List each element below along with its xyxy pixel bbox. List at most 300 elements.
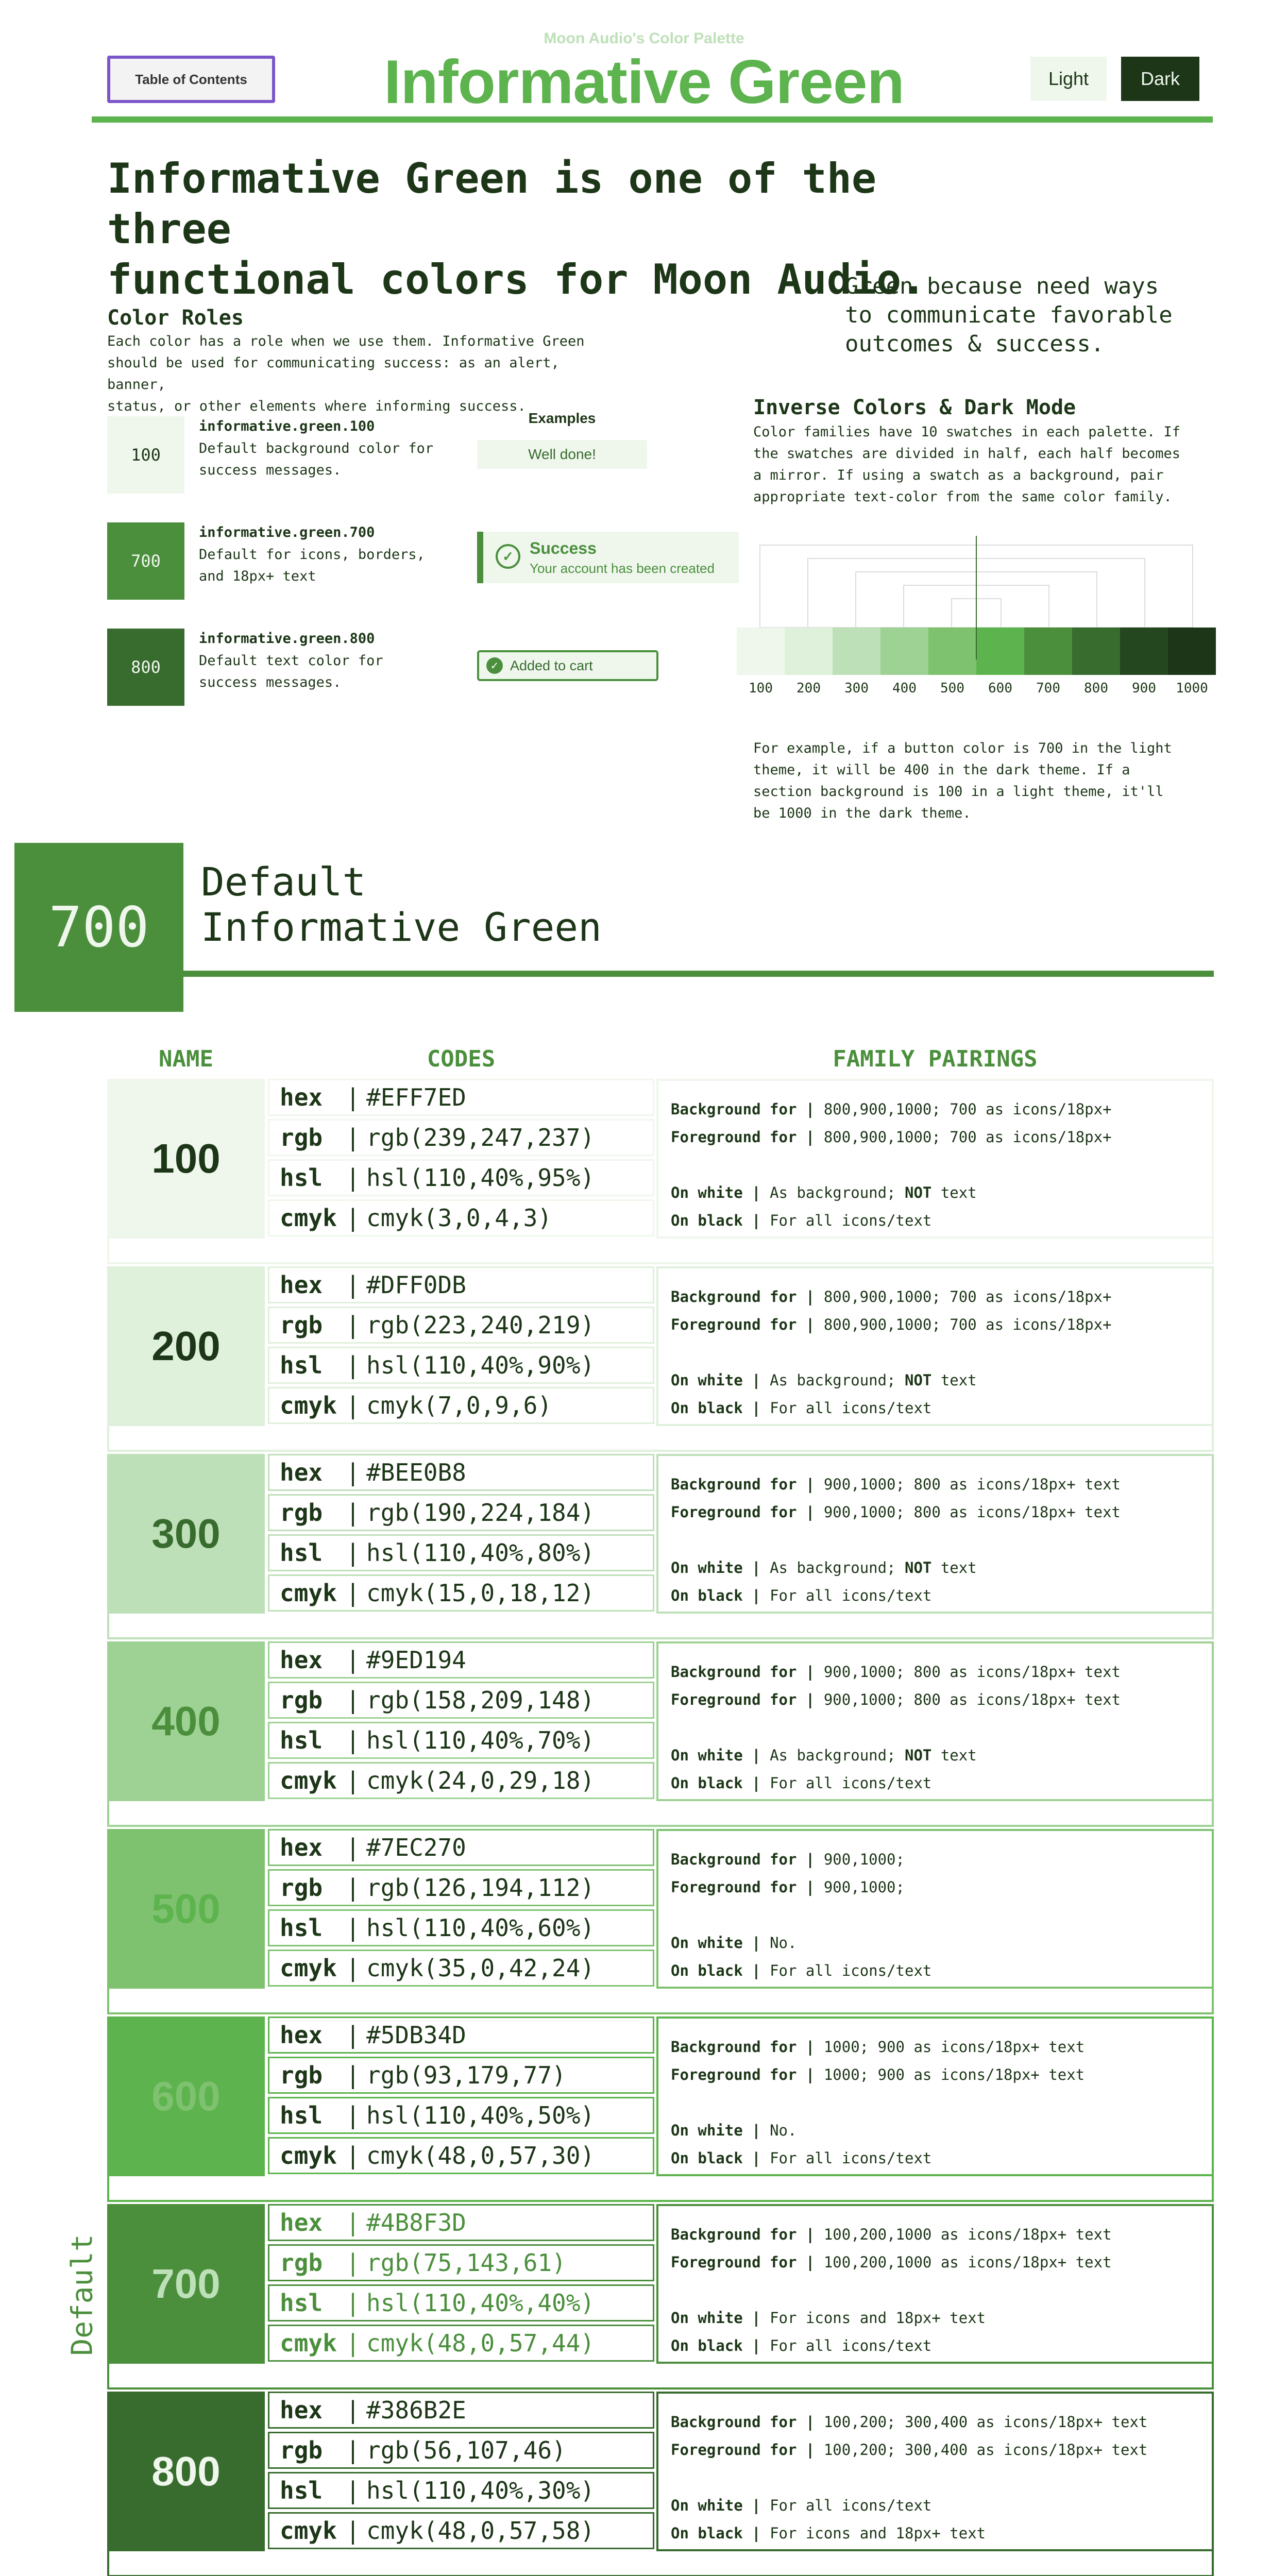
added-to-cart-button[interactable] (477, 650, 658, 681)
pairing-separator: | (805, 1851, 815, 1868)
pairing-label: On white (671, 2309, 743, 2327)
code-key: cmyk (280, 1204, 337, 1232)
pairing-label: On white (671, 1371, 743, 1389)
pairing-foreground (671, 2061, 1199, 2089)
code-value: #9ED194 (366, 1646, 466, 1674)
code-value: rgb(75,143,61) (366, 2249, 566, 2277)
code-line-cmyk (268, 2325, 654, 2362)
code-separator: | (346, 2517, 360, 2545)
table-of-contents-button[interactable]: Table of Contents (107, 56, 275, 103)
pairing-value: 900,1000; 800 as icons/18px+ text (823, 1691, 1121, 1708)
table-row (107, 2392, 1214, 2551)
code-line-hsl (268, 2284, 654, 2321)
code-separator: | (346, 1726, 360, 1754)
code-value: rgb(158,209,148) (366, 1686, 595, 1714)
pairing-separator: | (805, 1288, 815, 1306)
scale-swatch (833, 628, 880, 675)
scale-label: 200 (796, 681, 821, 696)
pairing-separator: | (805, 1878, 815, 1896)
scale-label: 400 (892, 681, 917, 696)
code-key: rgb (280, 1499, 323, 1527)
pairing-foreground (671, 2436, 1199, 2464)
scale-swatch (976, 628, 1024, 675)
code-separator: | (346, 1499, 360, 1527)
pairing-label: Background for (671, 2226, 797, 2243)
code-separator: | (346, 2142, 360, 2170)
inverse-example-line: For example, if a button color is 700 in the light (753, 740, 1172, 756)
pairing-label: Background for (671, 1663, 797, 1681)
pairing-separator: | (805, 2413, 815, 2431)
pairing-separator: | (752, 1399, 761, 1417)
pairing-separator: | (752, 2309, 761, 2327)
code-key: cmyk (280, 2142, 337, 2170)
table-row (107, 2204, 1214, 2364)
code-value: #7EC270 (366, 1834, 466, 1861)
pairing-value: For all icons/text (770, 1962, 932, 1979)
pairing-separator: | (752, 1774, 761, 1792)
role-desc-line: Default for icons, borders, (199, 547, 425, 563)
code-value: cmyk(15,0,18,12) (366, 1579, 595, 1607)
pairing-on-black (671, 1957, 1199, 1985)
code-separator: | (346, 1874, 360, 1902)
inverse-text-line: the swatches are divided in half, each half becomes (753, 446, 1181, 462)
code-separator: | (346, 1392, 360, 1419)
code-separator: | (346, 2209, 360, 2236)
row-spacer (107, 1426, 1214, 1452)
pairing-value: 800,900,1000; 700 as icons/18px+ (823, 1128, 1112, 1146)
code-separator: | (346, 1164, 360, 1192)
check-circle-icon: ✓ (496, 544, 520, 569)
code-value: rgb(190,224,184) (366, 1499, 595, 1527)
pairing-value: For all icons/text (770, 1399, 932, 1417)
code-line-rgb (268, 2057, 654, 2094)
pairing-value: As background; (770, 1747, 905, 1764)
role-desc-line: success messages. (199, 462, 342, 478)
scale-swatch (928, 628, 976, 675)
inverse-colors-text (753, 421, 1207, 508)
pairing-foreground (671, 1498, 1199, 1526)
code-key: hex (280, 1271, 323, 1299)
pairing-on-white (671, 1179, 1199, 1207)
code-separator: | (346, 1834, 360, 1861)
pairing-value: For all icons/text (770, 1212, 932, 1229)
code-value: hsl(110,40%,50%) (366, 2102, 595, 2129)
column-header-name: NAME (159, 1046, 213, 1072)
pairing-label: On white (671, 1747, 743, 1764)
table-row (107, 2016, 1214, 2176)
code-key: hsl (280, 1914, 323, 1942)
pairing-separator: | (752, 1747, 761, 1764)
swatch-name-block: 500 (107, 1829, 265, 1989)
pairing-value: text (931, 1559, 977, 1577)
pairing-value: 100,200,1000 as icons/18px+ text (823, 2226, 1112, 2243)
family-pairings-box (656, 1454, 1214, 1614)
pairing-value: As background; (770, 1371, 905, 1389)
role-desc-line: success messages. (199, 674, 342, 690)
code-line-hex (268, 1454, 654, 1491)
color-roles-line: Each color has a role when we use them. Informative Green (107, 333, 585, 349)
pairing-on-black (671, 1582, 1199, 1609)
code-line-cmyk (268, 1950, 654, 1987)
row-spacer (107, 1989, 1214, 2014)
pairing-emphasis: NOT (905, 1747, 932, 1764)
table-row (107, 1829, 1214, 1989)
scale-swatch (1072, 628, 1120, 675)
pairing-label: Background for (671, 1476, 797, 1493)
code-separator: | (346, 2396, 360, 2424)
pairing-value: text (931, 1747, 977, 1764)
inverse-text-line: appropriate text-color from the same color family. (753, 489, 1172, 505)
code-value: cmyk(3,0,4,3) (366, 1204, 552, 1232)
code-line-rgb (268, 1494, 654, 1531)
code-separator: | (346, 2477, 360, 2504)
pairing-separator: | (805, 2441, 815, 2459)
pairing-background (671, 1470, 1199, 1498)
code-line-cmyk (268, 2137, 654, 2174)
pairing-label: On black (671, 1774, 743, 1792)
scale-swatch (1120, 628, 1168, 675)
pairing-foreground (671, 1311, 1199, 1338)
code-key: hsl (280, 1351, 323, 1379)
code-separator: | (346, 1954, 360, 1982)
code-value: #386B2E (366, 2396, 466, 2424)
pairing-foreground (671, 1123, 1199, 1151)
pairing-separator: | (752, 1559, 761, 1577)
code-line-hsl (268, 2472, 654, 2509)
table-row (107, 1454, 1214, 1614)
pairing-value: 1000; 900 as icons/18px+ text (823, 2038, 1085, 2056)
role-swatch-100: 100 (107, 416, 184, 494)
pairing-background (671, 2408, 1199, 2436)
code-key: cmyk (280, 1579, 337, 1607)
pairing-label: On black (671, 1962, 743, 1979)
pairing-label: Foreground for (671, 1878, 797, 1896)
code-value: #5DB34D (366, 2021, 466, 2049)
code-value: rgb(239,247,237) (366, 1124, 595, 1151)
role-desc-line: and 18px+ text (199, 568, 316, 584)
scale-swatch (1168, 628, 1216, 675)
pairing-separator: | (752, 2497, 761, 2514)
pairing-value: 100,200; 300,400 as icons/18px+ text (823, 2441, 1148, 2459)
pairing-value: For all icons/text (770, 2337, 932, 2354)
role-swatch-700: 700 (107, 522, 184, 600)
code-line-hsl (268, 1347, 654, 1384)
intro-headline-line: functional colors for Moon Audio. (107, 256, 926, 303)
pairing-separator: | (805, 1691, 815, 1708)
check-circle-icon: ✓ (486, 657, 503, 674)
table-row (107, 1641, 1214, 1801)
pairing-value: 800,900,1000; 700 as icons/18px+ (823, 1100, 1112, 1118)
swatch-name-block: 600 (107, 2016, 265, 2176)
code-key: cmyk (280, 2329, 337, 2357)
role-desc-line: Default text color for (199, 653, 383, 669)
pairing-separator: | (752, 2337, 761, 2354)
code-value: hsl(110,40%,70%) (366, 1726, 595, 1754)
code-line-rgb (268, 1307, 654, 1344)
pairing-on-black (671, 1769, 1199, 1797)
pairing-separator: | (752, 1962, 761, 1979)
swatch-name-block: 800 (107, 2392, 265, 2551)
role-name: informative.green.700 (199, 524, 375, 540)
pairing-emphasis: NOT (905, 1184, 932, 1201)
code-key: hsl (280, 1539, 323, 1567)
pairing-separator: | (805, 1128, 815, 1146)
code-separator: | (346, 2021, 360, 2049)
code-separator: | (346, 1204, 360, 1232)
pairing-separator: | (752, 2149, 761, 2167)
pairing-label: On white (671, 2497, 743, 2514)
alert-title: Success (530, 539, 597, 557)
pairing-value: 900,1000; 800 as icons/18px+ text (823, 1663, 1121, 1681)
example-success-alert (477, 532, 739, 583)
code-line-hex (268, 2392, 654, 2429)
pairing-emphasis: NOT (905, 1371, 932, 1389)
pairing-label: On black (671, 2524, 743, 2542)
code-key: rgb (280, 1874, 323, 1902)
pairing-separator: | (752, 1934, 761, 1952)
code-separator: | (346, 2102, 360, 2129)
code-value: cmyk(48,0,57,58) (366, 2517, 595, 2545)
code-separator: | (346, 1311, 360, 1339)
code-line-hsl (268, 2097, 654, 2134)
pairing-on-white (671, 2116, 1199, 2144)
role-name: informative.green.100 (199, 418, 375, 434)
role-name: informative.green.800 (199, 631, 375, 647)
pairing-on-black (671, 1207, 1199, 1234)
family-pairings-box (656, 1079, 1214, 1239)
pairing-label: Foreground for (671, 2066, 797, 2083)
code-line-hex (268, 1829, 654, 1866)
pairing-on-white (671, 2492, 1199, 2519)
scale-label: 500 (940, 681, 964, 696)
pairing-separator: | (752, 2524, 761, 2542)
inverse-example-line: be 1000 in the dark theme. (753, 805, 971, 821)
scale-label: 600 (988, 681, 1012, 696)
pairing-on-black (671, 2332, 1199, 2360)
intro-side-note (845, 272, 1216, 359)
code-key: hex (280, 2021, 323, 2049)
pairing-separator: | (805, 1476, 815, 1493)
code-line-hsl (268, 1909, 654, 1946)
role-swatch-800: 800 (107, 629, 184, 706)
scale-swatch (785, 628, 833, 675)
pairing-separator: | (805, 1503, 815, 1521)
pairing-separator: | (805, 2038, 815, 2056)
code-key: hex (280, 1834, 323, 1861)
examples-title: Examples (528, 410, 596, 426)
pairing-label: Foreground for (671, 1503, 797, 1521)
code-value: rgb(56,107,46) (366, 2436, 566, 2464)
page-subtitle: Moon Audio's Color Palette (544, 30, 744, 47)
code-key: rgb (280, 2436, 323, 2464)
code-value: #EFF7ED (366, 1083, 466, 1111)
example-success-pill: Well done! (477, 440, 647, 469)
code-value: hsl(110,40%,95%) (366, 1164, 595, 1192)
inverse-example-line: section background is 100 in a light theme, it'll (753, 784, 1164, 800)
pairing-background (671, 1658, 1199, 1686)
code-key: hex (280, 1459, 323, 1486)
pairing-label: On white (671, 2122, 743, 2139)
scale-swatch (737, 628, 785, 675)
code-value: cmyk(7,0,9,6) (366, 1392, 552, 1419)
pairing-separator: | (752, 1212, 761, 1229)
pairing-value: For icons and 18px+ text (770, 2309, 986, 2327)
row-spacer (107, 1239, 1214, 1264)
inverse-example-line: theme, it will be 400 in the dark theme. If a (753, 762, 1130, 778)
column-header-codes: CODES (427, 1046, 496, 1072)
pairing-separator: | (805, 2226, 815, 2243)
intro-side-line: to communicate favorable (845, 302, 1173, 328)
pairing-label: Background for (671, 1288, 797, 1306)
code-value: cmyk(48,0,57,44) (366, 2329, 595, 2357)
code-value: hsl(110,40%,60%) (366, 1914, 595, 1942)
pairing-value: text (931, 1184, 977, 1201)
pairing-value: For all icons/text (770, 1774, 932, 1792)
scale-swatch (1024, 628, 1072, 675)
role-desc (199, 544, 467, 587)
scale-label: 1000 (1176, 681, 1208, 696)
code-key: hsl (280, 1726, 323, 1754)
row-spacer (107, 2364, 1214, 2389)
pairing-label: Foreground for (671, 2253, 797, 2271)
default-divider (183, 971, 1214, 977)
pairing-value: For icons and 18px+ text (770, 2524, 986, 2542)
pairing-label: On black (671, 1399, 743, 1417)
pairing-on-black (671, 1394, 1199, 1422)
default-row-vertical-label: Default (65, 2234, 99, 2356)
code-separator: | (346, 2289, 360, 2317)
pairing-separator: | (752, 2122, 761, 2139)
pairing-value: 900,1000; 800 as icons/18px+ text (823, 1476, 1121, 1493)
code-value: rgb(126,194,112) (366, 1874, 595, 1902)
pairing-value: 100,200; 300,400 as icons/18px+ text (823, 2413, 1148, 2431)
page-title: Informative Green (384, 47, 904, 116)
inverse-colors-title: Inverse Colors & Dark Mode (753, 396, 1076, 419)
pairing-value: 1000; 900 as icons/18px+ text (823, 2066, 1085, 2083)
intro-side-line: outcomes & success. (845, 331, 1105, 357)
code-separator: | (346, 1351, 360, 1379)
inverse-scale-diagram (737, 536, 1216, 696)
swatch-name-block: 200 (107, 1266, 265, 1426)
row-spacer (107, 1614, 1214, 1639)
code-line-hex (268, 2204, 654, 2241)
pairing-label: Foreground for (671, 1691, 797, 1708)
header-divider (92, 116, 1213, 123)
pairing-value: 800,900,1000; 700 as icons/18px+ (823, 1288, 1112, 1306)
pairing-emphasis: NOT (905, 1559, 932, 1577)
family-pairings-box (656, 1266, 1214, 1426)
color-roles-line: status, or other elements where informing success. (107, 398, 526, 414)
pairing-separator: | (805, 1663, 815, 1681)
default-swatch-block: 700 (14, 843, 183, 1012)
pairing-value: As background; (770, 1184, 905, 1201)
pairing-separator: | (752, 1184, 761, 1201)
code-value: hsl(110,40%,80%) (366, 1539, 595, 1567)
code-key: hex (280, 1083, 323, 1111)
pairing-value: For all icons/text (770, 2497, 932, 2514)
code-key: hsl (280, 2102, 323, 2129)
code-separator: | (346, 1459, 360, 1486)
code-value: #4B8F3D (366, 2209, 466, 2236)
pairing-value: 100,200,1000 as icons/18px+ text (823, 2253, 1112, 2271)
code-separator: | (346, 1124, 360, 1151)
code-key: rgb (280, 2249, 323, 2277)
pairing-value: As background; (770, 1559, 905, 1577)
scale-label: 100 (749, 681, 773, 696)
code-separator: | (346, 2329, 360, 2357)
dark-theme-button[interactable]: Dark (1121, 57, 1199, 101)
pairing-separator: | (805, 2066, 815, 2083)
code-key: cmyk (280, 1392, 337, 1419)
pairing-label: Background for (671, 1851, 797, 1868)
code-key: hsl (280, 1164, 323, 1192)
pairing-separator: | (805, 1100, 815, 1118)
code-line-cmyk (268, 2512, 654, 2549)
color-roles-line: should be used for communicating success: as an alert, banner, (107, 355, 560, 393)
pairing-on-black (671, 2144, 1199, 2172)
pairing-foreground (671, 1873, 1199, 1901)
pairing-background (671, 2221, 1199, 2248)
pairing-separator: | (752, 1371, 761, 1389)
row-spacer (107, 2551, 1214, 2576)
table-row (107, 1079, 1214, 1239)
code-key: cmyk (280, 2517, 337, 2545)
light-theme-button[interactable]: Light (1030, 57, 1107, 101)
code-separator: | (346, 2249, 360, 2277)
pairing-foreground (671, 1686, 1199, 1714)
code-line-rgb (268, 1119, 654, 1156)
code-line-cmyk (268, 1199, 654, 1236)
column-header-pairings: FAMILY PAIRINGS (833, 1046, 1038, 1072)
inverse-text-line: Color families have 10 swatches in each palette. If (753, 424, 1181, 440)
swatch-name-block: 700 (107, 2204, 265, 2364)
code-line-cmyk (268, 1574, 654, 1612)
code-value: cmyk(48,0,57,30) (366, 2142, 595, 2170)
pairing-label: Background for (671, 2038, 797, 2056)
intro-side-line: Green because need ways (845, 273, 1159, 299)
code-key: hex (280, 1646, 323, 1674)
scale-label: 800 (1084, 681, 1108, 696)
pairing-value: 900,1000; 800 as icons/18px+ text (823, 1503, 1121, 1521)
swatch-name-block: 400 (107, 1641, 265, 1801)
family-pairings-box (656, 1829, 1214, 1989)
code-line-hex (268, 1079, 654, 1116)
code-value: #DFF0DB (366, 1271, 466, 1299)
code-line-hex (268, 1641, 654, 1679)
default-label (201, 859, 602, 950)
family-pairings-box (656, 1641, 1214, 1801)
row-spacer (107, 1801, 1214, 1827)
pairing-label: On black (671, 2149, 743, 2167)
code-key: cmyk (280, 1954, 337, 1982)
code-key: rgb (280, 1311, 323, 1339)
code-value: #BEE0B8 (366, 1459, 466, 1486)
pairing-background (671, 2033, 1199, 2061)
pairing-background (671, 1283, 1199, 1311)
code-key: cmyk (280, 1767, 337, 1794)
pairing-value: 900,1000; (823, 1878, 905, 1896)
pairing-separator: | (805, 2253, 815, 2271)
intro-headline-line: Informative Green is one of the three (107, 155, 877, 253)
pairing-separator: | (752, 1587, 761, 1604)
scale-labels (749, 681, 1208, 696)
code-value: cmyk(35,0,42,24) (366, 1954, 595, 1982)
pairing-label: On black (671, 1587, 743, 1604)
scale-label: 300 (844, 681, 869, 696)
pairing-label: Foreground for (671, 1128, 797, 1146)
code-value: rgb(93,179,77) (366, 2061, 566, 2089)
pairing-value: For all icons/text (770, 2149, 932, 2167)
